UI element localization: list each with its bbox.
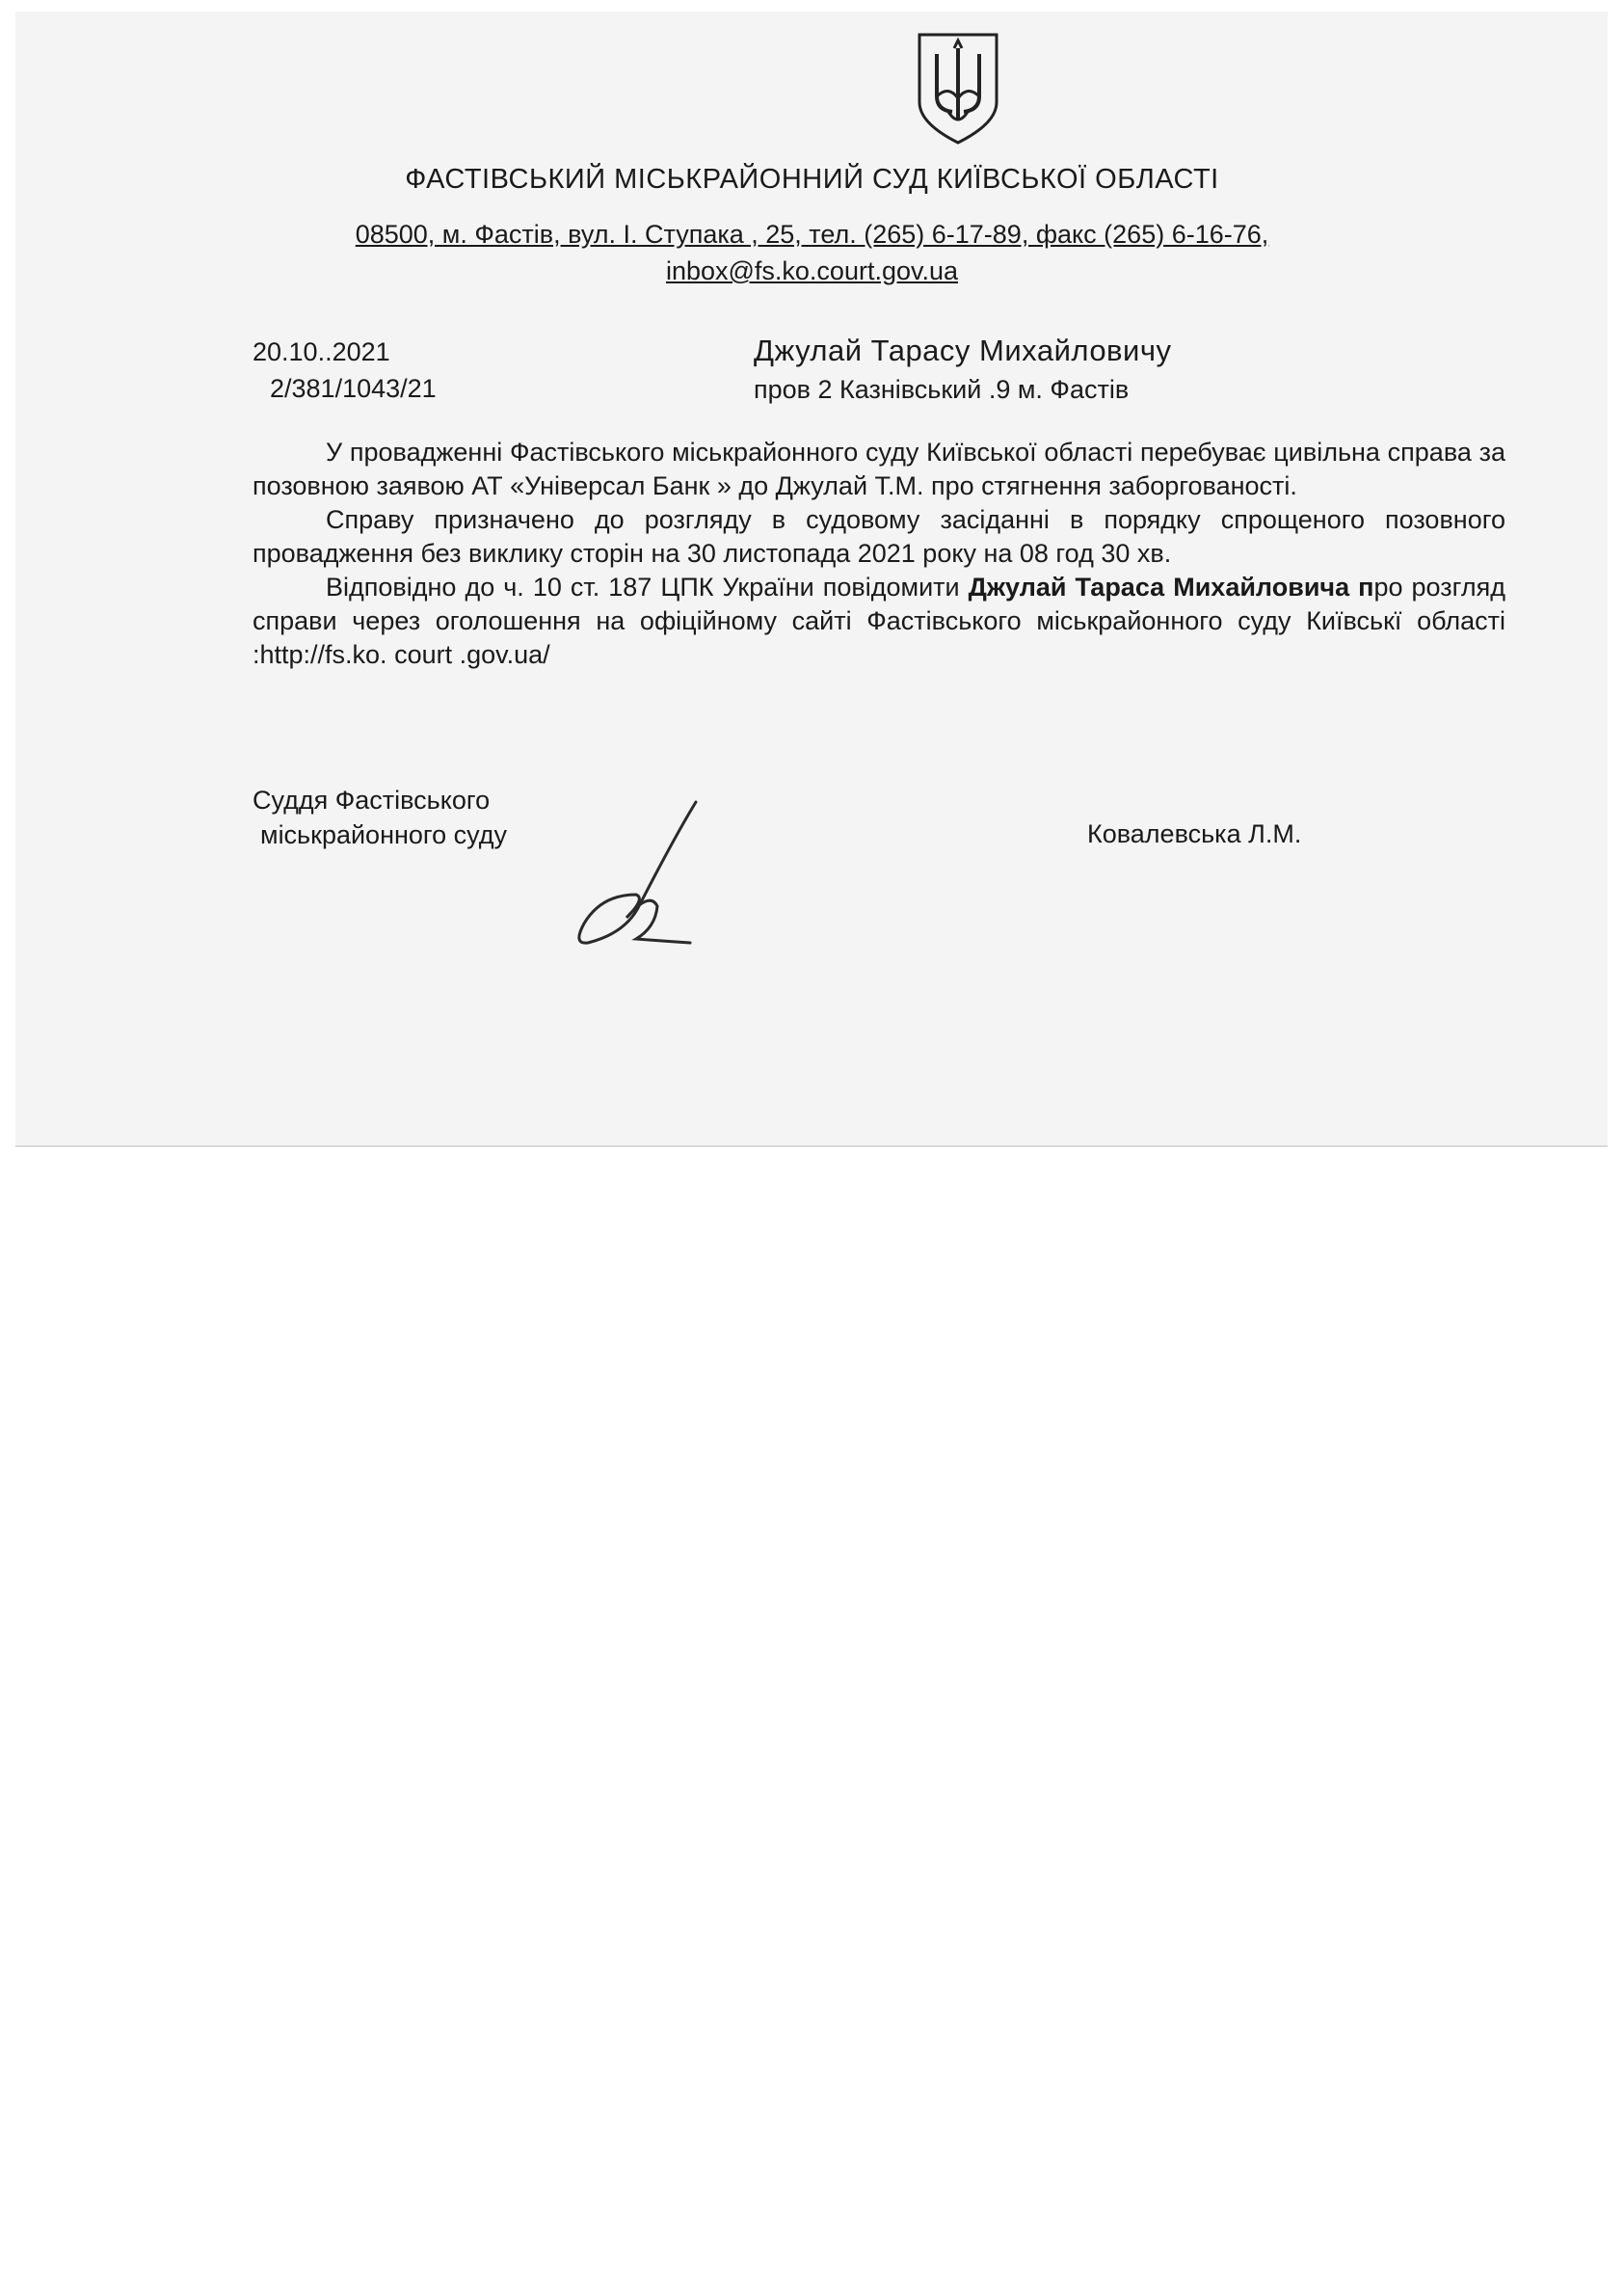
notice-pre-text: Відповідно до ч. 10 ст. 187 ЦПК України повідомити <box>326 573 969 602</box>
document-date: 20.10..2021 <box>253 337 390 366</box>
recipient-address: пров 2 Казнівський .9 м. Фастів <box>754 375 1130 404</box>
notice-bold-name: Джулай Тараса Михайловича п <box>968 573 1374 602</box>
recipient-block <box>754 332 1172 409</box>
recipient-name: Джулай Тарасу Михайловичу <box>754 334 1172 367</box>
trident-coat-of-arms-icon <box>910 27 1006 148</box>
paragraph-hearing: Справу призначено до розгляду в судовому засіданні в порядку спрощеного позовного провадження без виклику сторін на 30 листопада 2021 року на 08 год 30 хв. <box>253 505 1505 568</box>
address-line: 08500, м. Фастів, вул. І. Ступака , 25, тел. (265) 6-17-89, факс (265) 6-16-76, <box>355 220 1269 249</box>
court-address <box>0 216 1624 289</box>
judge-title-line1: Суддя Фастівського <box>253 786 491 815</box>
document-meta <box>253 334 437 407</box>
paragraph-notice <box>253 571 1505 672</box>
reference-number: 2/381/1043/21 <box>270 374 437 403</box>
email-link[interactable]: inbox@fs.ko.court.gov.ua <box>665 256 959 285</box>
paragraph-case: У провадженні Фастівського міськрайонного суду Київської області перебуває цивільна справа за позовною заявою АТ «Універсал Банк » до Джулай Т.М. про стягнення заборгованості. <box>253 438 1505 500</box>
handwritten-signature <box>569 798 704 962</box>
judge-title-line2: міськрайонного суду <box>260 820 508 849</box>
judge-name: Ковалевська Л.М. <box>1087 819 1302 848</box>
court-name: ФАСТІВСЬКИЙ МІСЬКРАЙОННИЙ СУД КИЇВСЬКОЇ ОБЛАСТІ <box>405 164 1219 195</box>
notice-body <box>253 436 1505 672</box>
judge-title <box>253 783 507 852</box>
notice-post-text: ро розгляд справи через оголошення на офіційному сайті Фастівського міськрайонного суду Київськї області :http://fs.ko. court .gov.ua/ <box>253 573 1505 669</box>
